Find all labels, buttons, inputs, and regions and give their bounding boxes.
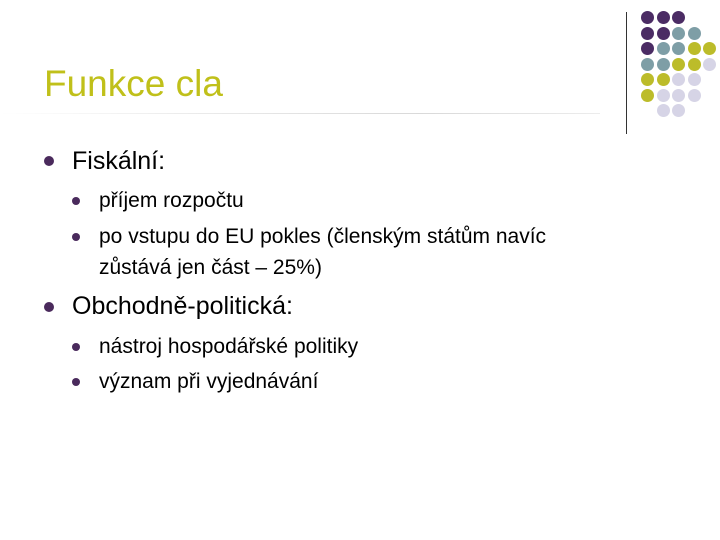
slide-title: Funkce cla (44, 63, 223, 104)
list-item-obchodne-politicka: Obchodně-politická: (72, 292, 293, 320)
sub-item-vyznam: význam při vyjednávání (99, 370, 319, 393)
sub-bullet-icon (72, 233, 80, 241)
bullet-icon (44, 302, 54, 312)
sub-bullet-icon (72, 343, 80, 351)
bullet-icon (44, 156, 54, 166)
sub-bullet-icon (72, 378, 80, 386)
sub-item-pokles: po vstupu do EU pokles (členským státům navíc (99, 225, 547, 248)
sub-bullet-icon (72, 197, 80, 205)
list-item-fiskalni: Fiskální: (72, 147, 166, 175)
sub-item-pokles-continued: zůstává jen část – 25%) (99, 256, 322, 279)
sub-item-nastroj: nástroj hospodářské politiky (99, 335, 359, 358)
sub-item-prijem: příjem rozpočtu (99, 189, 244, 212)
